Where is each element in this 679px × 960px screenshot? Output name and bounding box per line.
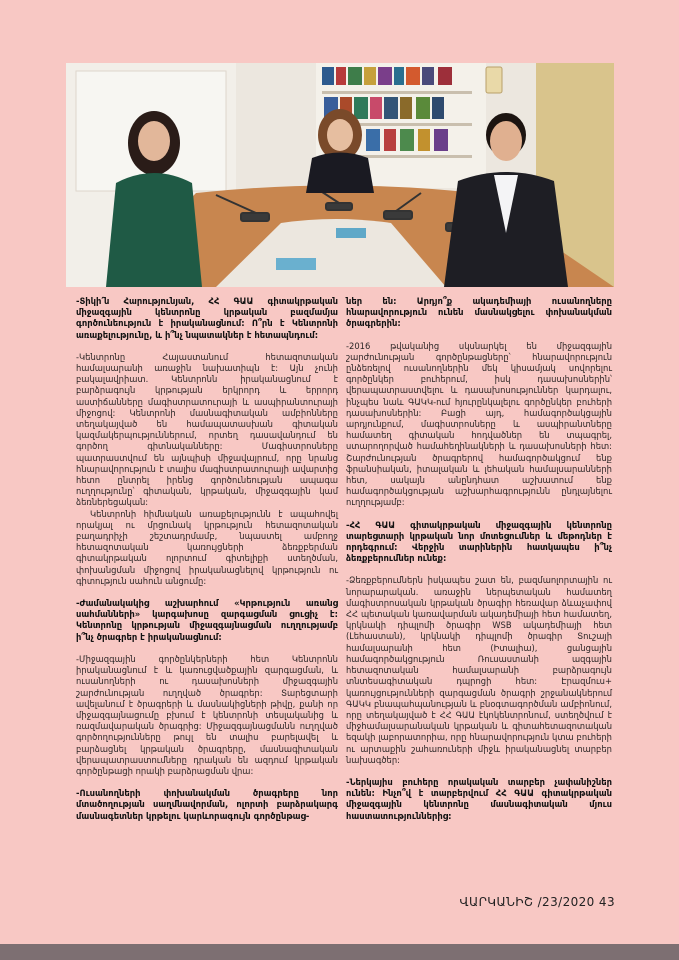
answer-4: -Ձեռքբերումներն իսկապես շատ են, բազմաոլորտային ու նորարարական. առաջին ներպետական համատեղ մագիստրոսական կրթական ծրագիր հեռավար ձևաչափով ՀՀ պետական կառավարման ակադեմիայի հետ համատեղ, կրկնակի դիպլոմի ծրագիր WSB ակադեմիայի հետ (Լեհաստան), կրկնակի դիպլոմի ծրագիր Տուշայի համալսարանի հետ (Իտալիա), ցանցային համագործակցություն Ռուսաստանի ազգային հետազոտական համալսարանի բարձրագույն տնտեսագիտական դպրոցի հետ: Էրազմուս+ կառույցությունների զարգացման ծրագրի շրջանակներում ԳԱԿԿ բնապահպանության և բնօգտագործման ամբիոնում, որը տեղակայված է ՀՀ ԳԱԱ էկոկենտրոնում, ստեղծվում է միջհամալսարանական կրթական և գիտահետազոտական եզակի լաբորատորիա, որը հնարավորություն կտա բուհերի ու արտաքին շահառուների միջև իրականացնել տարբեր նախագծեր: [346,575,612,765]
photo-interview-icon [66,63,614,287]
question-2: -Ժամանակակից աշխարհում «Կրթություն առանց սահմանների» կարգախոսը զարգացման ցուցիչ է: Կենտրոնը կրթության միջազգայնացման ուղղությամբ ի՞նչ ծրագրեր է իրականացնում: [76,598,338,642]
right-column [346,296,612,833]
answer-3: -2016 թվականից սկսնարկել են միջազգային շարժունության գործընթացները՝ հնարավորություն ընձեռելով ուսանողներին մեկ կիսամյակ սովորելու գործընկեր բուհերում, իսկ դասախոսներին՝ վերապատրաստվելու և դասախոսություններ կարդալու, ինչպես նաև ԳԱԿԿ-ում հյուրընկալելու գործընկեր բուհերի դասախոսներին: Բացի այդ, համագործակցային արդյունքում, մագիստրոսները և ասպիրանտները համատեղ գիտական հոդվածներ են տպագրել, ստարողորված համահեղինակների և դասախոսների հետ: Շարժունության ծրագրերով համագործակցում ենք ֆրանսիական, իտալական և լեհական համալսարանների հետ, սակայն անընդհատ աշխատում ենք համագործակցության աշխարհագրությունն ընդլայնելու ուղղությամբ: [346,340,612,508]
question-3: -Ուսանողների փոխանակման ծրագրերը նոր մտածողության սաղմնավորման, ոլորտի բարձրակարգ մասնագետներ կրթելու կարևորագույն գործընթաց- [76,788,338,821]
question-4: -ՀՀ ԳԱԱ գիտակրթական միջազգային կենտրոնը տարեցտարի կրթական նոր մոտեցումներ և մեթոդներ է որդեգրում: Վերջին տարիներին հատկապես ի՞նչ ձեռքբերումներ ունեք: [346,519,612,564]
question-3-continued: ներ են: Արդյո՞ք ակադեմիայի ուսանողները հնարավորություն ունեն մասնակցելու փոխանակման ծրագրերին: [346,296,612,329]
bottom-bar [0,944,679,960]
answer-1: -Կենտրոնը Հայաստանում հետազոտական համալսարանի առաջին նախատիպն է: Այն չունի բակալավրիատ. Կենտրոնն իրականացնում է բարձրագույն կրթության երկրորդ և երրորդ աստիճանները մագիստրատուրայի և ասպիրանտուրայի միջոցով: Կենտրոնի մասնագիտական ամբիոնները տեղակայված են համապատասխան գիտական կազմակերպություններում, որտեղ դասավանդում են գործող գիտնականները: Մագիստրոսները պատրաստվում են այնպիսի միջավայրում, որը նրանց հնարավորություն է տալիս մագիստրատուրայի ավարտից հետո ընտրել իրենց գործունեության ապագա ուղղությունը՝ գիտական, կրթական, միջազգային կամ ձեռներեցական: [76,351,338,508]
interview-photo [66,63,614,287]
page-footer: ՎԱՐԿԱՆԻՇ /23/2020 43 [459,895,615,909]
left-column [76,296,338,833]
question-1: -Տիկի՛ն Հարությունյան, ՀՀ ԳԱԱ գիտակրթական միջազգային կենտրոնը կրթական բազմամյա գործունեություն է իրականացնում: Ո՞րն է Կենտրոնի առաքելությունը, և ի՞նչ նպատակներ է հետապնդում: [76,296,338,340]
question-5: -Ներկայիս բուհերը որակական տարբեր չափանիշներ ունեն: Ինչո՞վ է տարբերվում ՀՀ ԳԱԱ գիտակրթական միջազգային կենտրոնը մասնագիտական մյուս հաստատություններից: [346,776,612,821]
answer-1-continued: Կենտրոնի հիմնական առաքելությունն է ապահովել որակյալ ու մրցունակ կրթություն հետազոտական բաղադրիչի շեշտադրմամբ, նպաստել ամբողջ հետազոտական կառույցների ձեռքբերման գիտակրթական ոլորտում գիտելիքի ստեղծման, փոխանցման միջոցով իրականացնելով կրթություն ու գիտություն սահուն անցումը: [76,508,338,586]
answer-2: -Միջազգային գործընկերների հետ Կենտրոնն իրականացնում է և կառուցվածքային զարգացման, և ուսանողների ու դասախոսների միջազգային շարժունության ուղղված ծրագրեր: Տարեցտարի ավելանում է ծրագրերի և մասնակիցների թիվը, քանի որ միջազգայնացումը բխում է կենտրոնի տեսլականից և ռազմավարական ծրագրից: Միջազգայնացմանն ուղղված գործողությունները թույլ են տալիս բարելավել և բարձացնել կրթական ծրագրերը, մասնագիտական վերապատրաստումները դրական են ազդում կրթական գործընթացի որակի բարձրացման վրա: [76,653,338,776]
